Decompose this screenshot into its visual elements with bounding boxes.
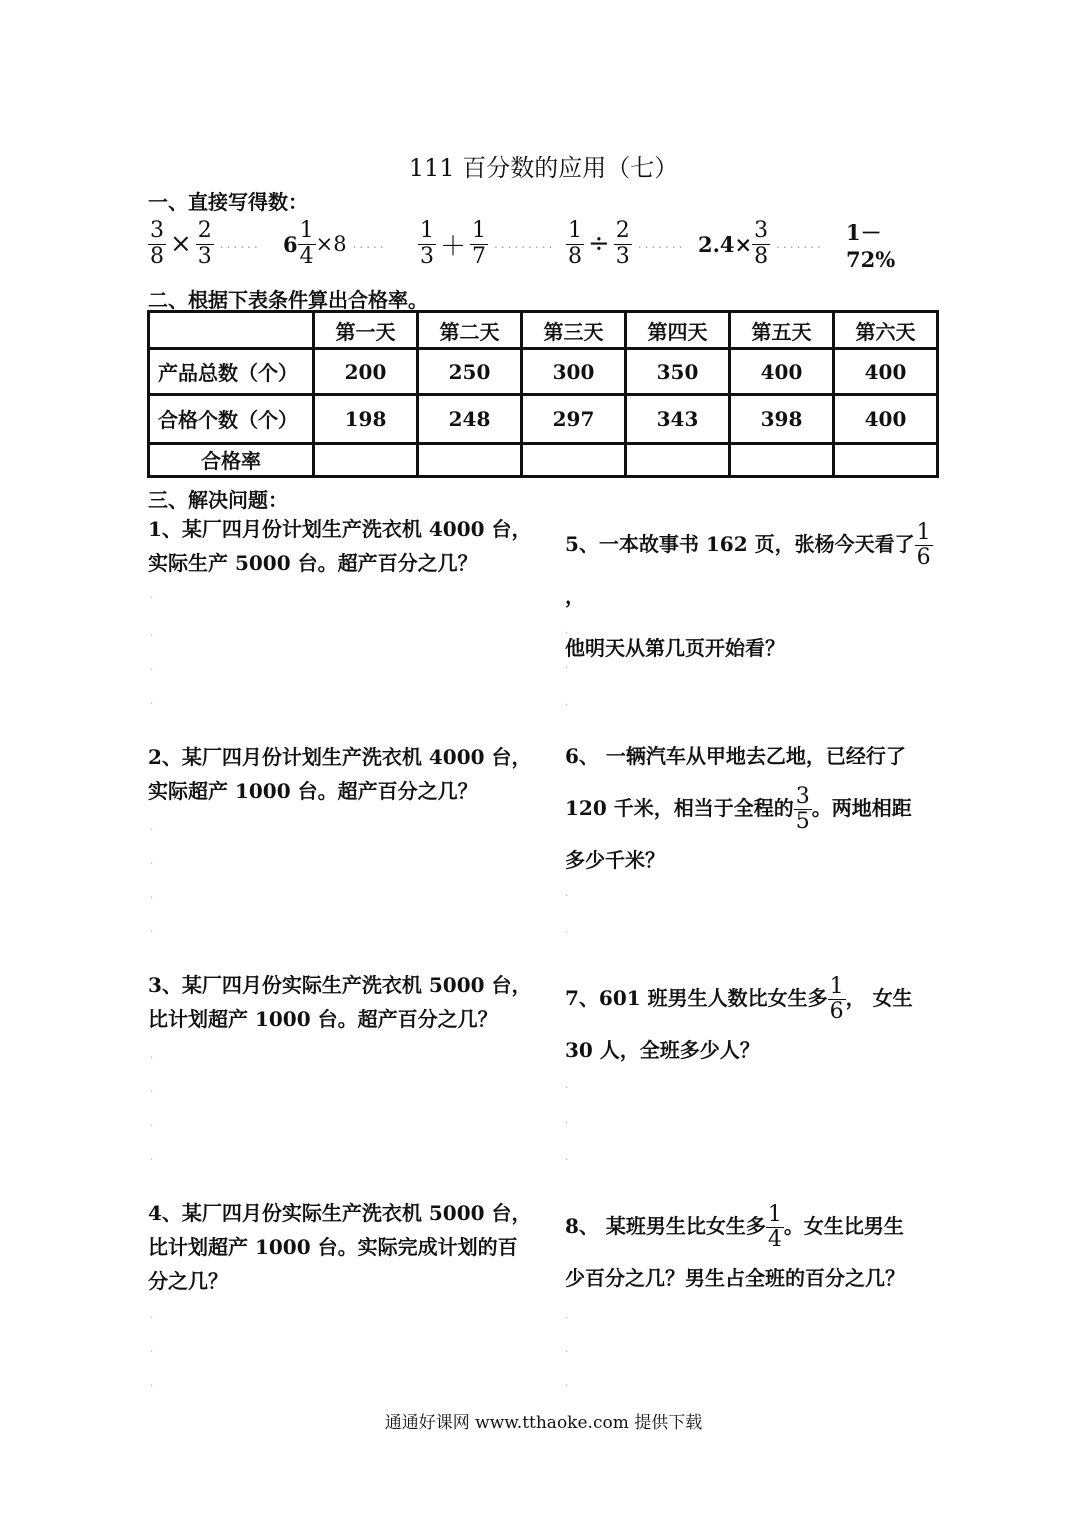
- fraction: $\frac{1}{4}$: [767, 1201, 782, 1252]
- problem-2: 2、某厂四月份计划生产洗衣机 4000 台， 实际超产 1000 台。超产百分之几？: [148, 745, 532, 803]
- fraction: $\frac{1}{6}$: [916, 519, 931, 570]
- expr-5: 2.4× $\frac{3}{8}$ .......: [698, 218, 824, 269]
- answer-space-dot: .: [565, 1080, 569, 1091]
- table-cell: 400: [834, 349, 938, 395]
- column-header: 第五天: [730, 312, 834, 349]
- section1-heading: 一、直接写得数：: [148, 190, 308, 214]
- column-header: 第一天: [314, 312, 418, 349]
- answer-space-dot: .: [150, 1118, 154, 1129]
- fraction: $\frac{1}{6}$: [829, 973, 844, 1024]
- table-cell: 248: [418, 395, 522, 444]
- answer-space-dot: .: [565, 1378, 569, 1389]
- section2-heading: 二、根据下表条件算出合格率。: [148, 288, 428, 312]
- footer-credit: 通通好课网 www.tthaoke.com 提供下载: [384, 1413, 703, 1433]
- expr-3: $\frac{1}{3}$ ＋ $\frac{1}{7}$ .........: [420, 218, 556, 269]
- table-cell: [522, 443, 626, 476]
- answer-space-dot: .: [565, 697, 569, 708]
- table-cell: [626, 443, 730, 476]
- column-header: 第三天: [522, 312, 626, 349]
- table-cell: [834, 443, 938, 476]
- problem-7: 7、601 班男生人数比女生多 $\frac{1}{6}$ ， 女生 30 人，全班多少人？: [565, 973, 913, 1063]
- answer-space-dot: .: [150, 628, 154, 639]
- table-row: [149, 349, 938, 395]
- fraction: $\frac{2}{3}$: [197, 218, 212, 269]
- problem-1: 1、某厂四月份计划生产洗衣机 4000 台， 实际生产 5000 台。超产百分之几？: [148, 517, 532, 575]
- answer-space-dot: .: [150, 1050, 154, 1061]
- expr-6: 1－72%: [846, 219, 896, 272]
- page-title: 111 百分数的应用（七）: [408, 154, 679, 182]
- column-header: 第六天: [834, 312, 938, 349]
- answer-space-dot: .: [150, 1084, 154, 1095]
- table-cell: 200: [314, 349, 418, 395]
- fraction: $\frac{3}{8}$: [754, 218, 769, 269]
- row-label: 合格个数（个）: [149, 395, 314, 444]
- section3-heading: 三、解决问题：: [148, 488, 288, 512]
- table-row: [149, 395, 938, 444]
- answer-space-dot: .: [150, 590, 154, 601]
- answer-space-dot: .: [150, 924, 154, 935]
- fraction: $\frac{2}{3}$: [615, 218, 630, 269]
- table-cell: 250: [418, 349, 522, 395]
- answer-space-dot: .: [565, 1152, 569, 1163]
- answer-space-dot: .: [565, 888, 569, 899]
- fraction: $\frac{1}{3}$: [420, 218, 434, 269]
- table-cell: [730, 443, 834, 476]
- fraction: $\frac{1}{7}$: [472, 218, 487, 269]
- problem-4: 4、某厂四月份实际生产洗衣机 5000 台， 比计划超产 1000 台。实际完成计划的百 分之几？: [148, 1201, 532, 1293]
- table-cell: 297: [522, 395, 626, 444]
- answer-space-dot: .: [565, 660, 569, 671]
- answer-space-dot: .: [565, 1344, 569, 1355]
- table-row: [149, 443, 938, 476]
- answer-space-dot: .: [150, 822, 154, 833]
- answer-space-dot: .: [565, 1115, 569, 1126]
- answer-space-dot: .: [150, 696, 154, 707]
- answer-space-dot: .: [565, 1310, 569, 1321]
- problem-8: 8、 某班男生比女生多 $\frac{1}{4}$ 。女生比男生 少百分之几？男生占全班的百分之几？: [565, 1201, 905, 1291]
- answer-space-dot: .: [150, 1152, 154, 1163]
- table-cell: [314, 443, 418, 476]
- table-header-row: [149, 312, 938, 349]
- fraction: $\frac{1}{8}$: [568, 218, 582, 269]
- table-corner-cell: [149, 312, 314, 349]
- table-cell: 198: [314, 395, 418, 444]
- answer-space-dot: .: [150, 1310, 154, 1321]
- table-cell: 400: [834, 395, 938, 444]
- expr-4: $\frac{1}{8}$ ÷ $\frac{2}{3}$ .......: [568, 218, 686, 269]
- fraction: $\frac{3}{8}$: [150, 218, 164, 269]
- row-label: 合格率: [149, 443, 314, 476]
- answer-space-dot: .: [150, 662, 154, 673]
- fraction: $\frac{3}{5}$: [795, 783, 810, 834]
- answer-space-dot: .: [565, 925, 569, 936]
- qualification-table: [147, 310, 939, 478]
- expr-1: $\frac{3}{8}$ × $\frac{2}{3}$ ......: [150, 218, 261, 269]
- problem-3: 3、某厂四月份实际生产洗衣机 5000 台， 比计划超产 1000 台。超产百分之几？: [148, 973, 532, 1031]
- row-label: 产品总数（个）: [149, 349, 314, 395]
- column-header: 第四天: [626, 312, 730, 349]
- table-cell: 350: [626, 349, 730, 395]
- expr-2: 6 $\frac{1}{4}$ ×8 .....: [283, 218, 387, 269]
- table-cell: [418, 443, 522, 476]
- problem-6: 6、 一辆汽车从甲地去乙地，已经行了 120 千米，相当于全程的 $\frac{3}{5}$ 。两地相距 多少千米？: [565, 744, 912, 873]
- fraction: $\frac{1}{4}$: [299, 218, 314, 269]
- answer-space-dot: .: [150, 856, 154, 867]
- table-cell: 398: [730, 395, 834, 444]
- answer-space-dot: .: [150, 890, 154, 901]
- problem-5: 5、一本故事书 162 页，张杨今天看了 $\frac{1}{6}$ ， 他明天从第几页开始看？: [565, 519, 931, 661]
- table-cell: 343: [626, 395, 730, 444]
- table-cell: 300: [522, 349, 626, 395]
- mental-math-row: [148, 214, 928, 274]
- table-cell: 400: [730, 349, 834, 395]
- answer-space-dot: .: [150, 1378, 154, 1389]
- column-header: 第二天: [418, 312, 522, 349]
- answer-space-dot: .: [150, 1344, 154, 1355]
- answer-space-dot: .: [565, 625, 569, 636]
